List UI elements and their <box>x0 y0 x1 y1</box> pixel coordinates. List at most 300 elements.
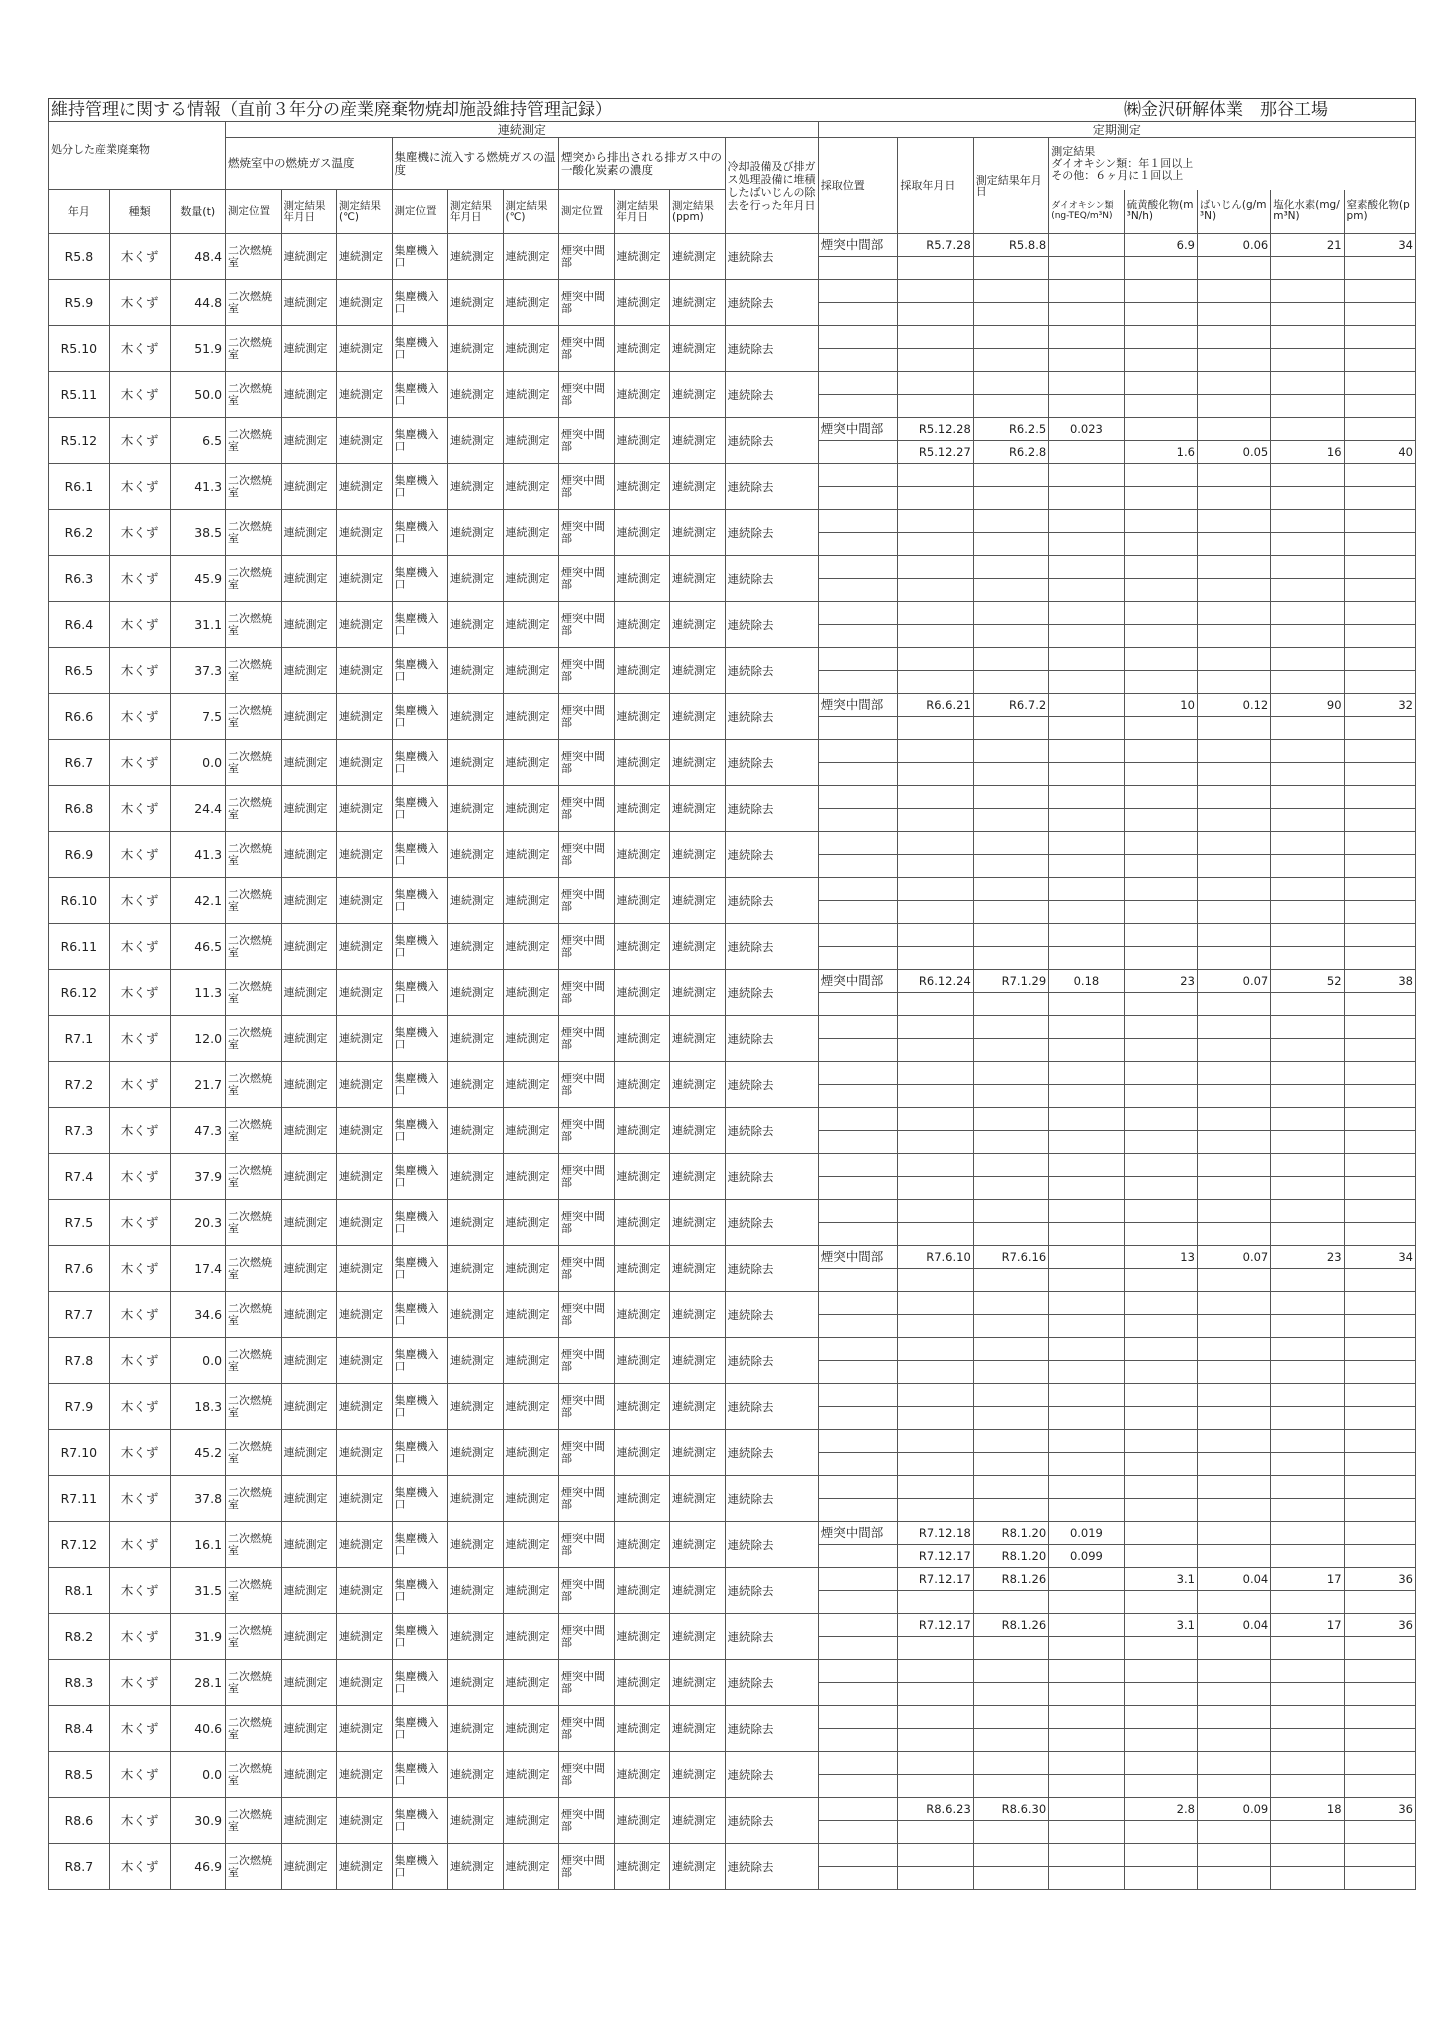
co-date-cell: 連続測定 <box>614 1108 670 1154</box>
collector-pos-cell: 集塵機入口 <box>392 694 448 740</box>
nox-cell <box>1344 1821 1415 1844</box>
furnace-result-cell: 連続測定 <box>337 372 393 418</box>
sox-cell <box>1124 1821 1197 1844</box>
result-date-cell <box>973 832 1048 855</box>
dust-cell <box>1197 418 1270 441</box>
furnace-temp-header: 燃焼室中の燃焼ガス温度 <box>226 138 393 190</box>
kind-cell: 木くず <box>109 1706 170 1752</box>
furnace-result-cell: 連続測定 <box>337 1798 393 1844</box>
dioxin-cell <box>1049 1752 1124 1775</box>
dust-cell <box>1197 1867 1270 1890</box>
sampling-date-cell <box>898 1499 973 1522</box>
removal-cell: 連続除去 <box>725 924 818 970</box>
co-pos-cell: 煙突中間部 <box>559 1338 615 1384</box>
nox-cell <box>1344 579 1415 602</box>
result-date-cell <box>973 1154 1048 1177</box>
furnace-result-cell: 連続測定 <box>337 556 393 602</box>
collector-date-cell: 連続測定 <box>448 510 504 556</box>
collector-result-cell: 連続測定 <box>503 1384 559 1430</box>
collector-date-cell: 連続測定 <box>448 1292 504 1338</box>
co-pos-cell: 煙突中間部 <box>559 1016 615 1062</box>
dust-cell <box>1197 763 1270 786</box>
qty-cell: 44.8 <box>170 280 226 326</box>
collector-pos-cell: 集塵機入口 <box>392 1706 448 1752</box>
dust-cell <box>1197 1844 1270 1867</box>
co-date-cell: 連続測定 <box>614 1752 670 1798</box>
collector-result-cell: 連続測定 <box>503 1338 559 1384</box>
table-row <box>49 1016 1416 1039</box>
sampling-position-cell <box>818 464 898 487</box>
nox-cell: 32 <box>1344 694 1415 717</box>
furnace-pos-cell: 二次燃焼室 <box>226 234 282 280</box>
co-date-cell: 連続測定 <box>614 648 670 694</box>
result-date-cell <box>973 671 1048 694</box>
sampling-position-cell <box>818 1683 898 1706</box>
result-date-cell <box>973 1499 1048 1522</box>
hcl-cell <box>1271 1499 1344 1522</box>
table-row <box>49 1338 1416 1361</box>
dioxin-cell <box>1049 1798 1124 1821</box>
month-cell: R7.2 <box>49 1062 110 1108</box>
nox-cell <box>1344 1683 1415 1706</box>
dioxin-cell <box>1049 1844 1124 1867</box>
nox-cell <box>1344 832 1415 855</box>
collector-pos-cell: 集塵機入口 <box>392 1292 448 1338</box>
co-pos-cell: 煙突中間部 <box>559 280 615 326</box>
dust-cell <box>1197 1223 1270 1246</box>
result-date-cell <box>973 1729 1048 1752</box>
result-date-cell <box>973 510 1048 533</box>
result-date-cell <box>973 487 1048 510</box>
collector-pos-cell: 集塵機入口 <box>392 556 448 602</box>
co-date-cell: 連続測定 <box>614 1384 670 1430</box>
result-date-cell <box>973 717 1048 740</box>
collector-result-cell: 連続測定 <box>503 372 559 418</box>
hcl-cell <box>1271 1752 1344 1775</box>
co-result-cell: 連続測定 <box>670 510 726 556</box>
co-pos-cell: 煙突中間部 <box>559 1614 615 1660</box>
dust-cell <box>1197 1453 1270 1476</box>
collector-date-cell: 連続測定 <box>448 1338 504 1384</box>
sampling-position-cell <box>818 372 898 395</box>
nox-cell <box>1344 280 1415 303</box>
co-date-cell: 連続測定 <box>614 418 670 464</box>
sox-cell: 1.6 <box>1124 441 1197 464</box>
sampling-date-cell <box>898 1637 973 1660</box>
kind-cell: 木くず <box>109 924 170 970</box>
sampling-position-cell <box>818 395 898 418</box>
co-date-cell: 連続測定 <box>614 280 670 326</box>
hcl-cell <box>1271 1361 1344 1384</box>
result-date-cell <box>973 1315 1048 1338</box>
collector-result-cell: 連続測定 <box>503 556 559 602</box>
dust-cell <box>1197 1361 1270 1384</box>
table-row <box>49 1522 1416 1545</box>
collector-result-cell: 連続測定 <box>503 1844 559 1890</box>
dust-cell <box>1197 602 1270 625</box>
furnace-date-cell: 連続測定 <box>281 1614 337 1660</box>
co-pos-cell: 煙突中間部 <box>559 1660 615 1706</box>
month-cell: R6.8 <box>49 786 110 832</box>
sampling-date-cell <box>898 1683 973 1706</box>
dust-cell <box>1197 1039 1270 1062</box>
furnace-result-cell: 連続測定 <box>337 1660 393 1706</box>
result-date-cell <box>973 1637 1048 1660</box>
kind-cell: 木くず <box>109 1200 170 1246</box>
sox-cell <box>1124 1476 1197 1499</box>
collector-date-cell: 連続測定 <box>448 878 504 924</box>
dust-cell <box>1197 947 1270 970</box>
month-cell: R6.5 <box>49 648 110 694</box>
collector-pos-cell: 集塵機入口 <box>392 1338 448 1384</box>
result-date-cell <box>973 1752 1048 1775</box>
dioxin-cell <box>1049 257 1124 280</box>
co-pos-cell: 煙突中間部 <box>559 740 615 786</box>
collector-pos-cell: 集塵機入口 <box>392 372 448 418</box>
dust-cell <box>1197 1407 1270 1430</box>
co-pos-cell: 煙突中間部 <box>559 1200 615 1246</box>
removal-cell: 連続除去 <box>725 1016 818 1062</box>
table-row <box>49 1430 1416 1453</box>
co-pos-cell: 煙突中間部 <box>559 1384 615 1430</box>
collector-date-cell: 連続測定 <box>448 648 504 694</box>
collector-pos-cell: 集塵機入口 <box>392 1200 448 1246</box>
month-cell: R7.1 <box>49 1016 110 1062</box>
collector-result-cell: 連続測定 <box>503 878 559 924</box>
result-date-cell <box>973 1292 1048 1315</box>
collector-result-cell: 連続測定 <box>503 1660 559 1706</box>
result-date-cell <box>973 855 1048 878</box>
sampling-date-cell <box>898 579 973 602</box>
furnace-date-cell: 連続測定 <box>281 924 337 970</box>
hcl-cell <box>1271 832 1344 855</box>
dioxin-cell <box>1049 1361 1124 1384</box>
sampling-date-cell <box>898 740 973 763</box>
dioxin-cell <box>1049 648 1124 671</box>
co-result-cell: 連続測定 <box>670 1292 726 1338</box>
co-date-cell: 連続測定 <box>614 878 670 924</box>
sox-cell <box>1124 1499 1197 1522</box>
nox-cell <box>1344 1177 1415 1200</box>
nox-cell <box>1344 1453 1415 1476</box>
dust-cell <box>1197 1108 1270 1131</box>
table-row <box>49 326 1416 349</box>
month-cell: R6.11 <box>49 924 110 970</box>
collector-pos-cell: 集塵機入口 <box>392 602 448 648</box>
furnace-pos-cell: 二次燃焼室 <box>226 1706 282 1752</box>
sox-cell <box>1124 901 1197 924</box>
hcl-cell <box>1271 648 1344 671</box>
nox-cell <box>1344 740 1415 763</box>
collector-pos-cell: 集塵機入口 <box>392 1798 448 1844</box>
furnace-result-cell: 連続測定 <box>337 1108 393 1154</box>
table-row <box>49 556 1416 579</box>
sampling-position-cell <box>818 1154 898 1177</box>
dioxin-cell: 0.023 <box>1049 418 1124 441</box>
result-date-cell <box>973 533 1048 556</box>
collector-date-cell: 連続測定 <box>448 1844 504 1890</box>
dust-cell <box>1197 510 1270 533</box>
furnace-pos-cell: 二次燃焼室 <box>226 464 282 510</box>
furnace-pos-cell: 二次燃焼室 <box>226 1338 282 1384</box>
collector-result-cell: 連続測定 <box>503 280 559 326</box>
dioxin-cell <box>1049 556 1124 579</box>
dioxin-cell <box>1049 924 1124 947</box>
sox-cell <box>1124 1660 1197 1683</box>
removal-cell: 連続除去 <box>725 648 818 694</box>
collector-result-cell: 連続測定 <box>503 1430 559 1476</box>
co-result-cell: 連続測定 <box>670 786 726 832</box>
result-date-cell: R7.6.16 <box>973 1246 1048 1269</box>
nox-cell <box>1344 1775 1415 1798</box>
month-cell: R5.12 <box>49 418 110 464</box>
hcl-cell <box>1271 1085 1344 1108</box>
removal-cell: 連続除去 <box>725 234 818 280</box>
furnace-pos-cell: 二次燃焼室 <box>226 694 282 740</box>
furnace-result-cell: 連続測定 <box>337 1338 393 1384</box>
sampling-position-cell: 煙突中間部 <box>818 970 898 993</box>
sampling-date-cell <box>898 1729 973 1752</box>
nox-cell <box>1344 786 1415 809</box>
month-cell: R6.9 <box>49 832 110 878</box>
hcl-cell <box>1271 395 1344 418</box>
qty-cell: 48.4 <box>170 234 226 280</box>
nox-cell <box>1344 257 1415 280</box>
dioxin-cell <box>1049 625 1124 648</box>
result-date-cell: R8.6.30 <box>973 1798 1048 1821</box>
dioxin-cell <box>1049 832 1124 855</box>
sampling-date-cell: R8.6.23 <box>898 1798 973 1821</box>
dust-cell <box>1197 1775 1270 1798</box>
furnace-pos-cell: 二次燃焼室 <box>226 372 282 418</box>
nox-cell <box>1344 1016 1415 1039</box>
collector-date-cell: 連続測定 <box>448 1154 504 1200</box>
collector-pos-cell: 集塵機入口 <box>392 1476 448 1522</box>
hcl-cell <box>1271 1384 1344 1407</box>
collector-pos-cell: 集塵機入口 <box>392 1430 448 1476</box>
nox-cell <box>1344 372 1415 395</box>
qty-cell: 18.3 <box>170 1384 226 1430</box>
table-row <box>49 1614 1416 1637</box>
collector-date-cell: 連続測定 <box>448 1108 504 1154</box>
collector-date-cell: 連続測定 <box>448 280 504 326</box>
sampling-position-cell <box>818 602 898 625</box>
table-row <box>49 878 1416 901</box>
dioxin-cell <box>1049 1177 1124 1200</box>
dioxin-cell <box>1049 855 1124 878</box>
result-date-cell <box>973 1361 1048 1384</box>
collector-result-cell: 連続測定 <box>503 1614 559 1660</box>
hcl-cell: 90 <box>1271 694 1344 717</box>
furnace-result-cell: 連続測定 <box>337 878 393 924</box>
co-pos-cell: 煙突中間部 <box>559 786 615 832</box>
dust-cell <box>1197 349 1270 372</box>
dioxin-cell <box>1049 441 1124 464</box>
nox-cell <box>1344 602 1415 625</box>
result-date-cell: R5.8.8 <box>973 234 1048 257</box>
furnace-result-cell: 連続測定 <box>337 326 393 372</box>
nox-cell <box>1344 1752 1415 1775</box>
co-result-cell: 連続測定 <box>670 924 726 970</box>
dust-cell: 0.06 <box>1197 234 1270 257</box>
sampling-date-cell: R5.12.27 <box>898 441 973 464</box>
nox-cell: 34 <box>1344 1246 1415 1269</box>
collector-pos-cell: 集塵機入口 <box>392 1154 448 1200</box>
sampling-date-cell <box>898 1775 973 1798</box>
co-result-cell: 連続測定 <box>670 1476 726 1522</box>
qty-cell: 45.2 <box>170 1430 226 1476</box>
co-result-cell: 連続測定 <box>670 1200 726 1246</box>
nox-cell <box>1344 1407 1415 1430</box>
co-result-cell: 連続測定 <box>670 234 726 280</box>
co-date-cell: 連続測定 <box>614 1476 670 1522</box>
hcl-cell: 23 <box>1271 1246 1344 1269</box>
collector-result-cell: 連続測定 <box>503 1016 559 1062</box>
hcl-cell <box>1271 257 1344 280</box>
sampling-date-header: 採取年月日 <box>898 138 973 234</box>
sox-cell <box>1124 1637 1197 1660</box>
furnace-result-cell: 連続測定 <box>337 740 393 786</box>
qty-cell: 0.0 <box>170 1752 226 1798</box>
sampling-position-cell <box>818 533 898 556</box>
qty-cell: 38.5 <box>170 510 226 556</box>
co-date-cell: 連続測定 <box>614 694 670 740</box>
kind-cell: 木くず <box>109 1016 170 1062</box>
collector-pos-cell: 集塵機入口 <box>392 1568 448 1614</box>
dioxin-cell <box>1049 740 1124 763</box>
sampling-date-cell <box>898 1315 973 1338</box>
kind-cell: 木くず <box>109 648 170 694</box>
month-cell: R6.3 <box>49 556 110 602</box>
result-date-cell <box>973 993 1048 1016</box>
periodic-header: 定期測定 <box>818 122 1415 138</box>
sampling-position-cell: 煙突中間部 <box>818 234 898 257</box>
month-cell: R7.5 <box>49 1200 110 1246</box>
removal-cell: 連続除去 <box>725 1108 818 1154</box>
collector-pos-cell: 集塵機入口 <box>392 326 448 372</box>
dioxin-cell <box>1049 1660 1124 1683</box>
result-date-cell <box>973 464 1048 487</box>
nox-cell <box>1344 625 1415 648</box>
dust-cell <box>1197 1085 1270 1108</box>
sampling-position-cell <box>818 1269 898 1292</box>
qty-cell: 51.9 <box>170 326 226 372</box>
furnace-pos-cell: 二次燃焼室 <box>226 1798 282 1844</box>
result-date-cell <box>973 1177 1048 1200</box>
dust-cell <box>1197 372 1270 395</box>
dioxin-cell <box>1049 579 1124 602</box>
collector-date-cell: 連続測定 <box>448 1062 504 1108</box>
result-date-cell <box>973 625 1048 648</box>
sox-cell <box>1124 1062 1197 1085</box>
sampling-date-cell: R6.12.24 <box>898 970 973 993</box>
co-result-cell: 連続測定 <box>670 1614 726 1660</box>
month-cell: R8.3 <box>49 1660 110 1706</box>
sox-cell <box>1124 1315 1197 1338</box>
sox-cell <box>1124 1522 1197 1545</box>
sampling-position-cell <box>818 1867 898 1890</box>
nox-cell <box>1344 326 1415 349</box>
co-result-cell: 連続測定 <box>670 740 726 786</box>
nox-cell <box>1344 1706 1415 1729</box>
result-date-cell <box>973 1683 1048 1706</box>
sampling-position-cell <box>818 1292 898 1315</box>
sox-cell <box>1124 1775 1197 1798</box>
sox-cell <box>1124 280 1197 303</box>
sampling-date-cell <box>898 1108 973 1131</box>
dioxin-cell <box>1049 234 1124 257</box>
qty-cell: 46.9 <box>170 1844 226 1890</box>
result-date-cell <box>973 740 1048 763</box>
hcl-cell <box>1271 717 1344 740</box>
sampling-position-cell <box>818 303 898 326</box>
collector-result-cell: 連続測定 <box>503 1476 559 1522</box>
title-bar <box>48 98 1416 121</box>
co-pos-cell: 煙突中間部 <box>559 326 615 372</box>
co-date-cell: 連続測定 <box>614 1522 670 1568</box>
qty-cell: 24.4 <box>170 786 226 832</box>
sampling-position-cell <box>818 1821 898 1844</box>
hcl-cell: 21 <box>1271 234 1344 257</box>
nox-cell <box>1344 1591 1415 1614</box>
co-result-cell: 連続測定 <box>670 694 726 740</box>
co-pos-cell: 煙突中間部 <box>559 878 615 924</box>
sampling-position-cell <box>818 901 898 924</box>
table-row <box>49 1292 1416 1315</box>
sox-cell <box>1124 1591 1197 1614</box>
result-date-cell <box>973 878 1048 901</box>
sampling-date-cell <box>898 1154 973 1177</box>
co-date-cell: 連続測定 <box>614 1568 670 1614</box>
collector-pos-cell: 集塵機入口 <box>392 418 448 464</box>
sox-cell <box>1124 832 1197 855</box>
qty-cell: 12.0 <box>170 1016 226 1062</box>
table-row <box>49 1798 1416 1821</box>
kind-cell: 木くず <box>109 1844 170 1890</box>
sox-cell <box>1124 1867 1197 1890</box>
co-pos-cell: 煙突中間部 <box>559 1476 615 1522</box>
qty-cell: 40.6 <box>170 1706 226 1752</box>
kind-cell: 木くず <box>109 1430 170 1476</box>
kind-cell: 木くず <box>109 786 170 832</box>
nox-cell <box>1344 993 1415 1016</box>
qty-cell: 17.4 <box>170 1246 226 1292</box>
sampling-position-cell <box>818 1108 898 1131</box>
hcl-cell <box>1271 1062 1344 1085</box>
dioxin-cell <box>1049 809 1124 832</box>
collector-pos-cell: 集塵機入口 <box>392 510 448 556</box>
co-date-cell: 連続測定 <box>614 1246 670 1292</box>
dust-cell <box>1197 257 1270 280</box>
sampling-date-cell <box>898 1177 973 1200</box>
month-cell: R6.7 <box>49 740 110 786</box>
nox-cell <box>1344 1660 1415 1683</box>
sampling-position-cell <box>818 1085 898 1108</box>
sampling-date-cell <box>898 1867 973 1890</box>
sox-cell: 23 <box>1124 970 1197 993</box>
hcl-cell <box>1271 878 1344 901</box>
dioxin-cell <box>1049 1775 1124 1798</box>
collector-date-cell: 連続測定 <box>448 1752 504 1798</box>
sampling-date-cell <box>898 855 973 878</box>
sampling-position-cell <box>818 1706 898 1729</box>
nox-cell <box>1344 510 1415 533</box>
sampling-date-cell <box>898 878 973 901</box>
qty-cell: 30.9 <box>170 1798 226 1844</box>
waste-header: 処分した産業廃棄物 <box>49 138 226 190</box>
dioxin-cell <box>1049 372 1124 395</box>
collector-pos-cell: 集塵機入口 <box>392 1660 448 1706</box>
